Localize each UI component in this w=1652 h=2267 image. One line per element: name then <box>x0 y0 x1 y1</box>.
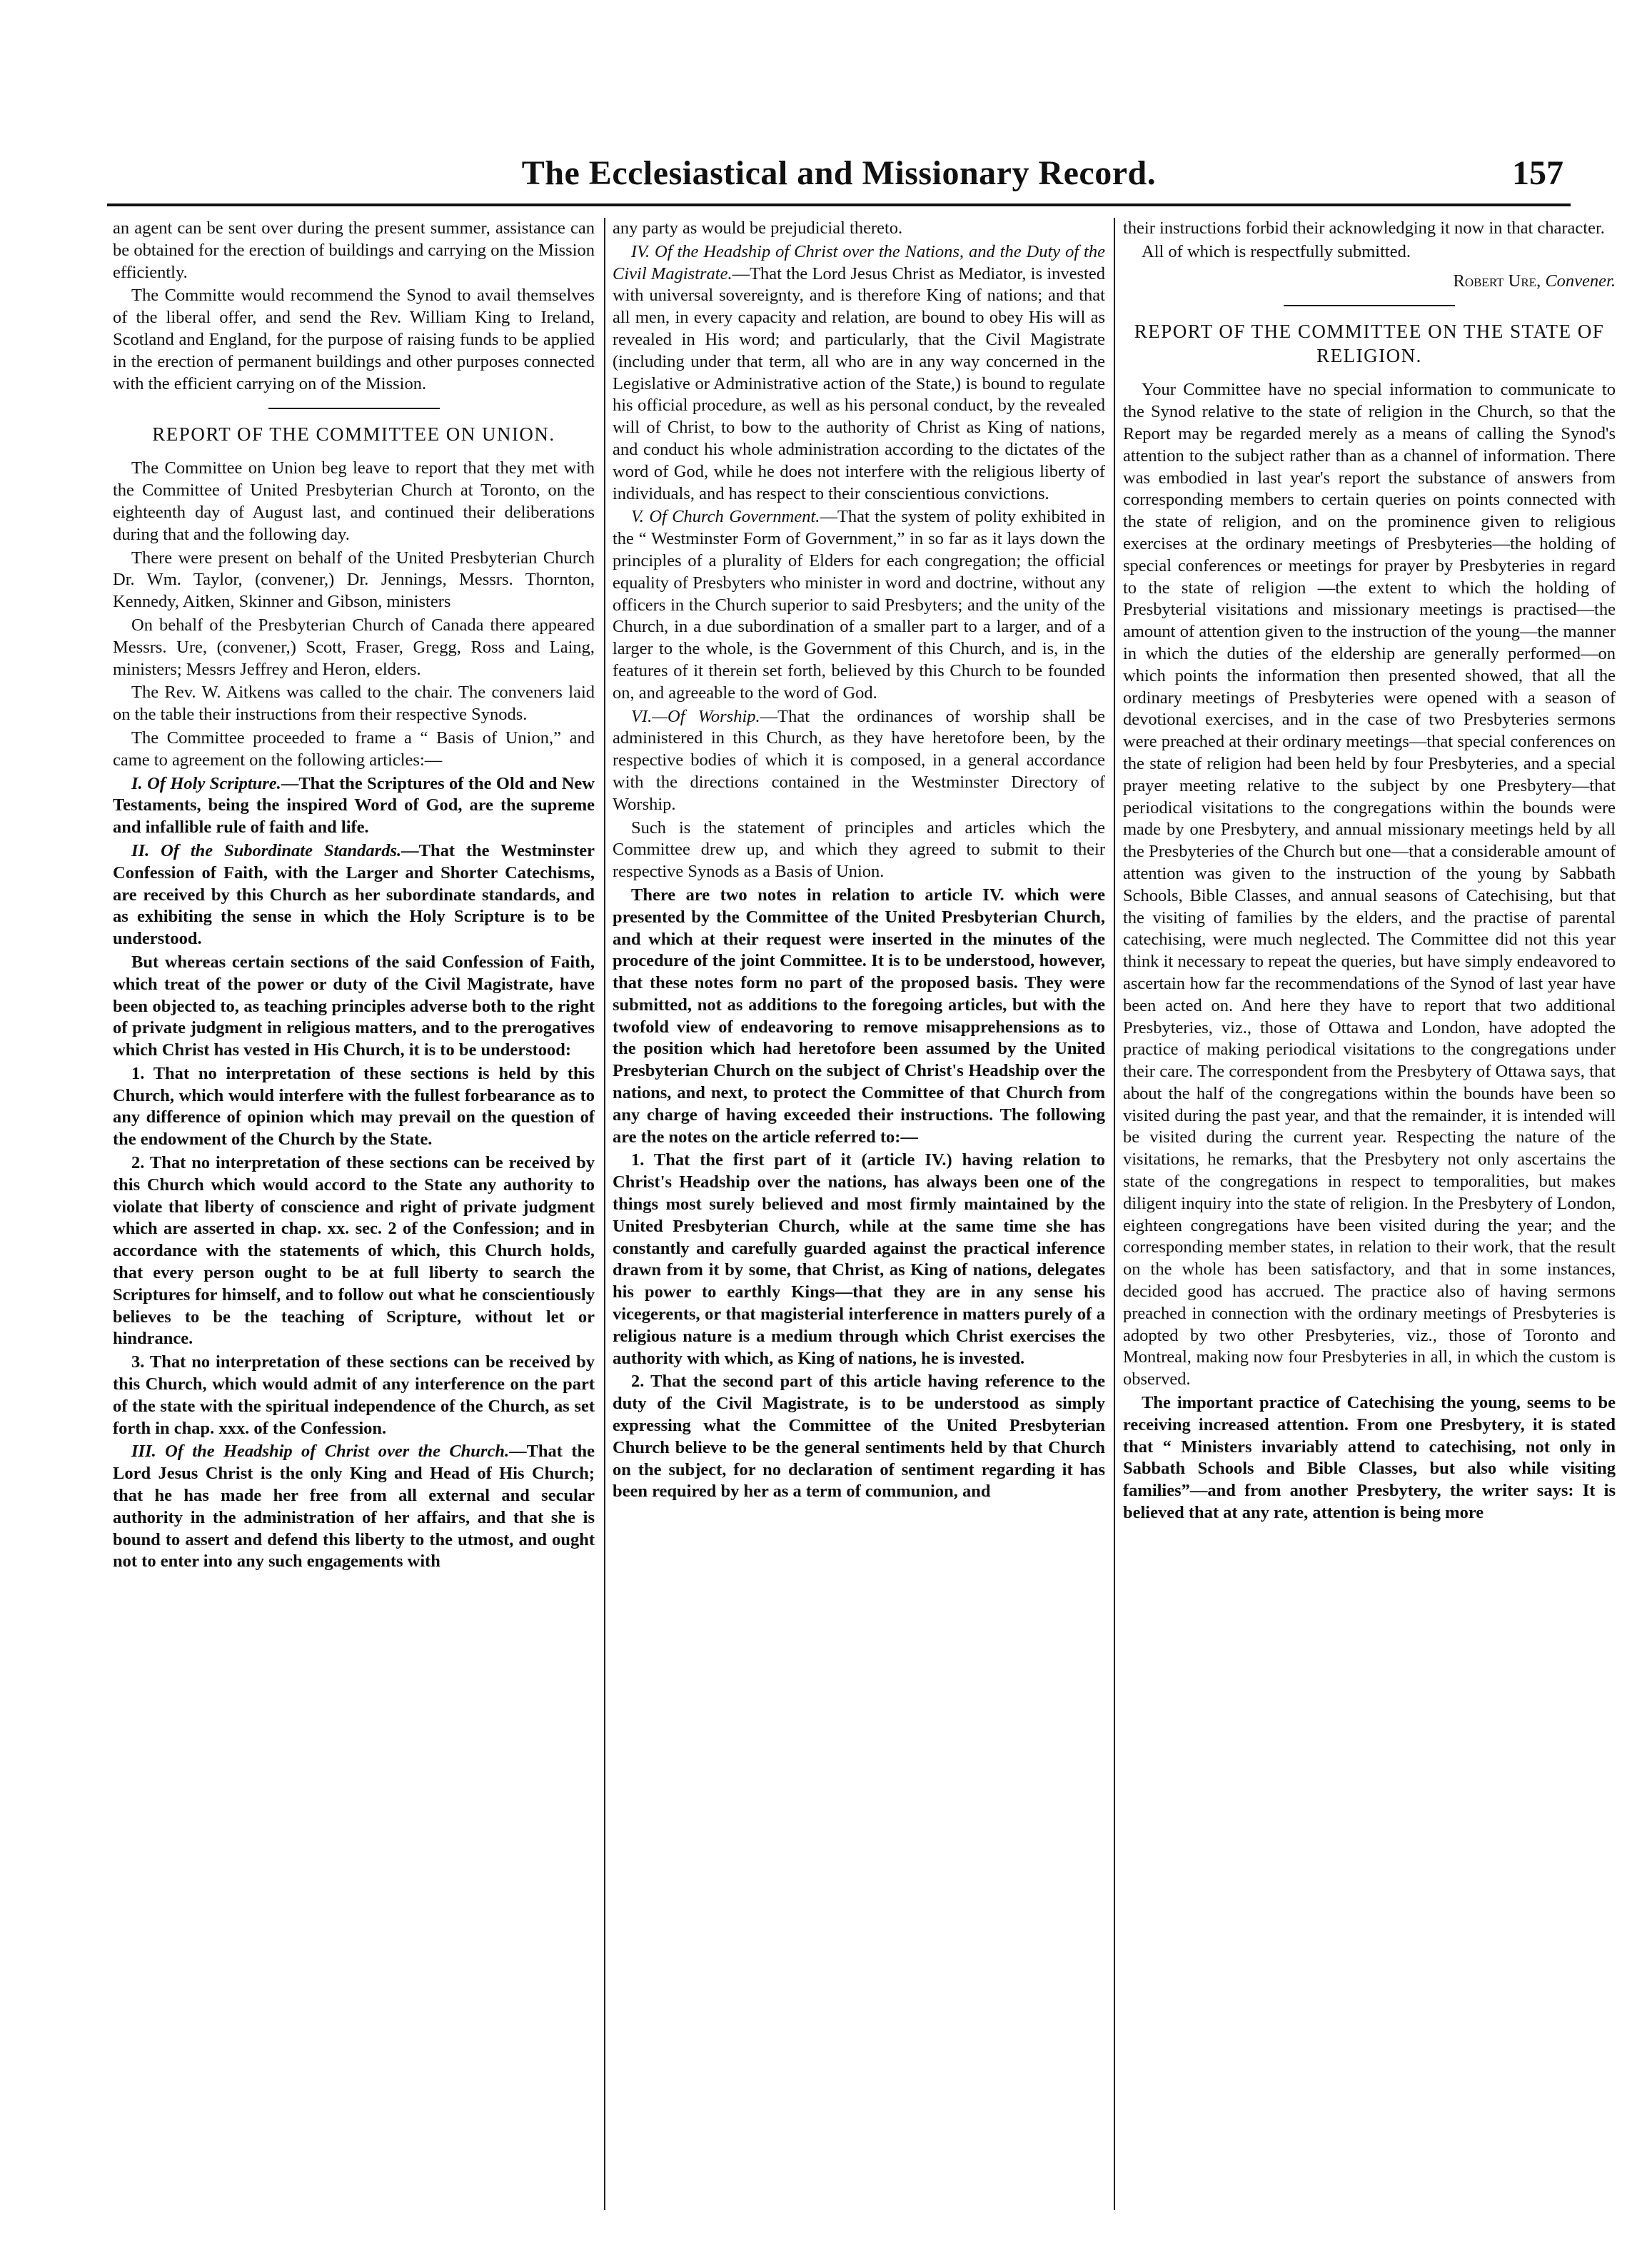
paragraph: On behalf of the Presbyterian Church of Canada there appeared Messrs. Ure, (convener,) Scott, Fraser, Gregg, Ross and Laing, ministers; Messrs Jeffrey and Heron, elders. <box>113 615 595 679</box>
article-text: —That the Lord Jesus Christ is the only King and Head of His Church; that he has made her free from all external and secular authority in the administration of her affairs, and that she is bound to assert and defend this liberty to the utmost, and ought not to enter into any such engagements with <box>113 1442 595 1572</box>
paragraph: The important practice of Catechising the young, seems to be receiving increased attention. From one Presbytery, it is stated that “ Ministers invariably attend to catechising, not only in Sabbath Schools and Bible Classes, but also while visiting families”—and from another Presbytery, the writer says: It is believed that at any rate, attention is being more <box>1123 1393 1616 1523</box>
article-heading: III. Of the Headship of Christ over the Church. <box>131 1442 510 1462</box>
paragraph: 2. That no interpretation of these sections can be received by this Church which would accord to the State any authority to violate that liberty of conscience and right of private judgment which are asserted in chap. xx. sec. 2 of the Confession; and in accordance with the statements of which, this Church holds, that every person ought to be at full liberty to search the Scriptures for himself, and to follow out what he conscientiously believes to be the teaching of Scripture, without let or hindrance. <box>113 1153 595 1349</box>
section-heading-union: REPORT OF THE COMMITTEE ON UNION. <box>152 423 555 446</box>
paragraph: All of which is respectfully submitted. <box>1142 241 1411 261</box>
article-heading: VI.—Of Worship. <box>631 706 760 726</box>
article-4 <box>613 241 1105 506</box>
paragraph: But whereas certain sections of the said Confession of Faith, which treat of the power or duty of the Civil Magistrate, have been objected to, as teaching principles adverse both to the right of private judgment in religious matters, and to the prerogatives which Christ has vested in His Church, it is to be understood: <box>113 952 595 1060</box>
page-header <box>107 154 1571 211</box>
article-text: —That the ordinances of worship shall be administered in this Church, as they have heretofore been, by the respective bodies of which it is composed, in a general accordance with the directions contained in the Westminster Directory of Worship. <box>613 706 1105 814</box>
paragraph: Your Committee have no special information to communicate to the Synod relative to the state of religion in the Church, so that the Report may be regarded merely as a means of calling the Synod's attention to the subject rather than as a channel of information. There was embodied in last year's report the substance of answers from corresponding members to certain queries on points connected with the state of religion, and on the prominence given to religious exercises at the ordinary meetings of Presbyteries—the holding of special conferences or meetings for prayer by Presbyteries in regard to the state of religion —the extent to which the holding of Presbyterial visitations and missionary meetings is practised—the amount of attention given to the instruction of the young—the manner in which the duties of the eldership are generally performed—on which points the information then presented showed, that all the ordinary meetings of Presbyteries were opened with a season of devotional exercises, and in the case of two Presbyteries sermons were preached at their ordinary meetings—that special conferences on the state of religion had been held by four Presbyteries, and a special prayer meeting relative to the subject by one Presbytery—that periodical visitations to the congregations within the bounds were made by one Presbytery, and annual missionary meetings held by all the Presbyteries of the Church but one—that a considerable amount of attention was given to the instruction of the young by Sabbath Schools, Bible Classes, and annual seasons of Catechising, but that the visiting of families by the elders, and the practise of parental catechising, were much neglected. The Committee did not this year think it necessary to repeat the queries, but have simply endeavored to ascertain how far the recommendations of the Synod of last year have been acted on. And here they have to report that two additional Presbyteries, viz., those of Ottawa and London, have adopted the practice of making periodical visitations to the congregations under their care. The correspondent from the Presbytery of Ottawa says, that about the half of the congregations within the bounds have been so visited during the past year, and that the remainder, it is intended will be visited during the current year. Respecting the nature of the visitations, he remarks, that the Presbytery not only ascertains the state of the congregations in respect to temporalities, but makes diligent inquiry into the state of religion. In the Presbytery of London, eighteen congregations have been visited during the year; and the corresponding member states, in relation to their work, that the result on the whole has been satisfactory, and that in some instances, decided good has accrued. The practice also of having sermons preached in connection with the ordinary meetings of Presbyteries is adopted by two other Presbyteries, viz., those of Toronto and Montreal, making now four Presbyteries in all, in which the custom is observed. <box>1123 380 1616 1389</box>
article-text: —That the Westminster Confession of Faith, with the Larger and Shorter Catechisms, are received by this Church as her subordinate standards, and as exhibiting the sense in which the Holy Scripture is to be understood. <box>113 840 595 949</box>
column-divider-2 <box>1114 218 1115 2210</box>
column-2 <box>613 218 1105 2217</box>
paragraph: There are two notes in relation to article IV. which were presented by the Committee of the United Presbyterian Church, and which at their request were inserted in the minutes of the procedure of the joint Committee. It is to be understood, however, that these notes form no part of the proposed basis. They were submitted, not as additions to the foregoing articles, but with the twofold view of endeavoring to remove misapprehensions as to the position which had heretofore been assumed by the United Presbyterian Church on the subject of Christ's Headship over the nations, and next, to protect the Committee of that Church from any charge of having exceeded their instructions. The following are the notes on the article referred to:— <box>613 885 1105 1147</box>
signer-name: Robert Ure, <box>1453 271 1541 291</box>
journal-title: The Ecclesiastical and Missionary Record. <box>521 154 1157 192</box>
header-rule <box>107 203 1571 206</box>
signature-line <box>1123 271 1616 293</box>
paragraph: The Rev. W. Aitkens was called to the chair. The conveners laid on the table their instructions from their respective Synods. <box>113 683 595 725</box>
paragraph: an agent can be sent over during the present summer, assistance can be obtained for the erection of buildings and carrying on the Mission efficiently. <box>113 218 595 282</box>
paragraph: 1. That no interpretation of these sections is held by this Church, which would interfere with the fullest forbearance as to any difference of opinion which may prevail on the question of the endowment of the Church by the State. <box>113 1063 595 1150</box>
page-number: 157 <box>1512 154 1563 192</box>
paragraph: The Committe would recommend the Synod to avail themselves of the liberal offer, and send the Rev. William King to Ireland, Scotland and England, for the purpose of raising funds to be applied in the erection of permanent buildings and other purposes connected with the efficient carrying on of the Mission. <box>113 286 595 393</box>
article-heading: IV. Of the Headship of Christ over the Nations, and the Duty of the Civil Magistrate. <box>613 241 1105 283</box>
paragraph: their instructions forbid their acknowledging it now in that character. <box>1123 218 1605 238</box>
paragraph: 3. That no interpretation of these sections can be received by this Church, which would admit of any interference on the part of the state with the spiritual independence of the Church, as set forth in chap. xxx. of the Confession. <box>113 1352 595 1438</box>
paragraph: any party as would be prejudicial thereto. <box>613 218 903 238</box>
paragraph: Such is the statement of principles and articles which the Committee drew up, and which they agreed to submit to their respective Synods as a Basis of Union. <box>613 818 1105 882</box>
paragraph: 2. That the second part of this article having reference to the duty of the Civil Magistrate, is to be understood as simply expressing what the Committee of the United Presbyterian Church believe to be the general sentiments held by that Church on the subject, for no declaration of sentiment regarding it has been required by her as a term of communion, and <box>613 1372 1105 1502</box>
article-heading: V. Of Church Government. <box>631 507 820 527</box>
article-2 <box>113 840 595 950</box>
article-6 <box>613 706 1105 816</box>
article-5 <box>613 506 1105 704</box>
article-1 <box>113 773 595 839</box>
article-text: —That the system of polity exhibited in the “ Westminster Form of Government,” in so far as it lays down the principles of a plurality of Elders for each congregation; the official equality of Presbyters who minister in word and doctrine, without any officers in the Church superior to said Presbyters; and the unity of the Church, in a due subordination of a smaller part to a larger, and of a larger to the whole, is the Government of this Church, and is, in the features of it therein set forth, believed by this Church to be founded on, and agreeable to the word of God. <box>613 507 1105 703</box>
column-1 <box>113 218 595 2217</box>
article-heading: I. Of Holy Scripture. <box>131 773 281 793</box>
paragraph: There were present on behalf of the United Presbyterian Church Dr. Wm. Taylor, (convener,) Dr. Jennings, Messrs. Thornton, Kennedy, Aitken, Skinner and Gibson, ministers <box>113 548 595 612</box>
article-heading: II. Of the Subordinate Standards. <box>131 840 402 860</box>
article-3 <box>113 1441 595 1573</box>
paragraph: The Committee on Union beg leave to report that they met with the Committee of United Presbyterian Church at Toronto, on the eighteenth day of August last, and continued their deliberations during that and the following day. <box>113 458 595 544</box>
article-text: —That the Scriptures of the Old and New Testaments, being the inspired Word of God, are the supreme and infallible rule of faith and life. <box>113 773 595 838</box>
column-divider-1 <box>604 218 605 2210</box>
paragraph: The Committee proceeded to frame a “ Basis of Union,” and came to agreement on the following articles:— <box>113 728 595 770</box>
paragraph: 1. That the first part of it (article IV.) having relation to Christ's Headship over the nations, has always been one of the things most surely believed and most firmly maintained by the United Presbyterian Church, while at the same time she has constantly and carefully guarded against the practical inference drawn from it by some, that Christ, as King of nations, delegates his power to earthly Kings—that they are in any sense his vicegerents, or that magisterial interference in matters purely of a religious nature is a medium through which Christ exercises the authority with which, as King of nations, he is invested. <box>613 1150 1105 1368</box>
section-rule <box>1284 305 1455 306</box>
signer-role: Convener. <box>1545 271 1616 291</box>
column-3 <box>1123 218 1616 2217</box>
article-text: —That the Lord Jesus Christ as Mediator, is invested with universal sovereignty, and is therefore King of nations; and that all men, in every capacity and relation, are bound to obey His will as revealed in His word; and particularly, that the Civil Magistrate (including under that term, all who are in any way concerned in the Legislative or Administrative action of the State,) is bound to regulate his official procedure, as well as his personal conduct, by the revealed will of Christ, to bow to the authority of Christ as King of nations, and conduct his whole administration according to the dictates of the word of God, while he does not interfere with the religious liberty of individuals, and has respect to their conscientious convictions. <box>613 263 1105 503</box>
section-heading-religion: REPORT OF THE COMMITTEE ON THE STATE OF RELIGION. <box>1134 321 1605 367</box>
section-rule <box>268 408 440 409</box>
